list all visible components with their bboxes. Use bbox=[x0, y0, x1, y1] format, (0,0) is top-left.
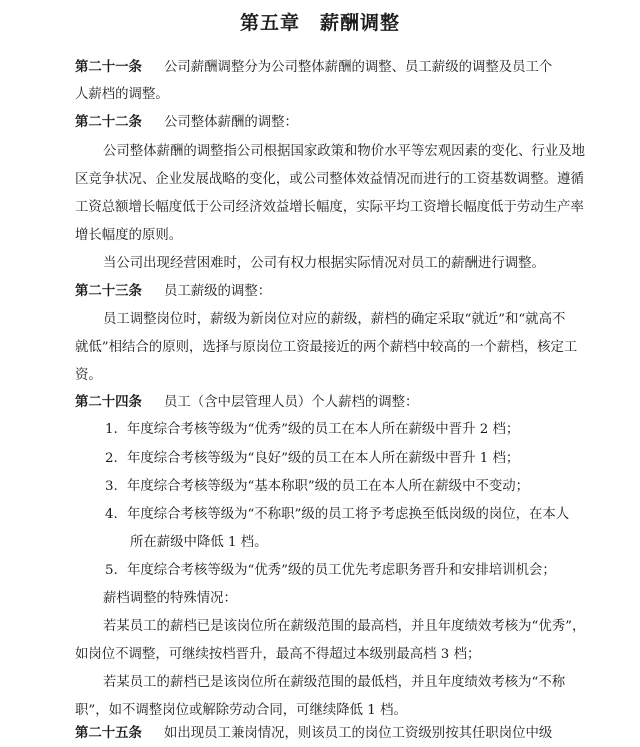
special-case-1-line-1: 若某员工的薪档已是该岗位所在薪级范围的最高档，并且年度绩效考核为“优秀”， bbox=[103, 619, 586, 634]
article-24-heading: 第二十四条 员工（含中层管理人员）个人薪档的调整： bbox=[75, 393, 575, 413]
special-case-2-line-2: 职”，如不调整岗位或解除劳动合同，可继续降低 1 档。 bbox=[75, 703, 407, 718]
list-item-1: 1. 年度综合考核等级为“优秀”级的员工在本人所在薪级中晋升 2 档； bbox=[105, 422, 520, 437]
article-22-para1-line-2: 区竞争状况、企业发展战略的变化，或公司整体效益情况而进行的工资基数调整。遵循 bbox=[75, 172, 584, 187]
list-item-4-cont: 所在薪级中降低 1 档。 bbox=[130, 535, 268, 550]
article-23-label: 第二十三条 bbox=[75, 284, 142, 299]
list-item-2: 2. 年度综合考核等级为“良好”级的员工在本人所在薪级中晋升 1 档； bbox=[105, 451, 520, 466]
article-22-para2: 当公司出现经营困难时，公司有权力根据实际情况对员工的薪酬进行调整。 bbox=[103, 256, 545, 271]
article-25-line-1: 第二十五条 如出现员工兼岗情况，则该员工的岗位工资级别按其任职岗位中级 bbox=[75, 724, 575, 744]
chapter-number: 第五章 bbox=[239, 12, 300, 34]
special-case-1-line-2: 如岗位不调整，可继续按档晋升，最高不得超过本级别最高档 3 档； bbox=[75, 647, 481, 662]
special-case-2-line-1: 若某员工的薪档已是该岗位所在薪级范围的最低档，并且年度绩效考核为“不称 bbox=[103, 675, 566, 690]
list-item-3: 3. 年度综合考核等级为“基本称职”级的员工在本人所在薪级中不变动； bbox=[105, 479, 530, 494]
list-item-4: 4. 年度综合考核等级为“不称职”级的员工将予考虑换至低岗级的岗位，在本人 bbox=[105, 507, 570, 522]
special-cases-heading: 薪档调整的特殊情况： bbox=[103, 591, 237, 606]
article-22-para1-line-3: 工资总额增长幅度低于公司经济效益增长幅度，实际平均工资增长幅度低于劳动生产率 bbox=[75, 200, 584, 215]
article-21-line-2: 人薪档的调整。 bbox=[75, 87, 169, 102]
article-23-heading: 第二十三条 员工薪级的调整： bbox=[75, 282, 575, 302]
article-25-label: 第二十五条 bbox=[75, 726, 142, 741]
chapter-title bbox=[0, 8, 640, 35]
list-item-5: 5. 年度综合考核等级为“优秀”级的员工优先考虑职务晋升和安排培训机会； bbox=[105, 563, 556, 578]
article-22-label: 第二十二条 bbox=[75, 115, 142, 130]
article-21-line-1: 第二十一条 公司薪酬调整分为公司整体薪酬的调整、员工薪级的调整及员工个 bbox=[75, 58, 575, 78]
chapter-name: 薪酬调整 bbox=[320, 12, 401, 34]
article-22-para1-line-4: 增长幅度的原则。 bbox=[75, 228, 183, 243]
article-23-para-line-3: 资。 bbox=[75, 368, 102, 383]
article-23-para-line-1: 员工调整岗位时，薪级为新岗位对应的薪级，薪档的确定采取“就近”和“就高不 bbox=[103, 312, 566, 327]
article-22-heading: 第二十二条 公司整体薪酬的调整： bbox=[75, 113, 575, 133]
article-23-para-line-2: 就低”相结合的原则，选择与原岗位工资最接近的两个薪档中较高的一个薪档，核定工 bbox=[75, 340, 578, 355]
article-24-label: 第二十四条 bbox=[75, 395, 142, 410]
article-22-para1-line-1: 公司整体薪酬的调整指公司根据国家政策和物价水平等宏观因素的变化、行业及地 bbox=[103, 144, 586, 159]
article-21-label: 第二十一条 bbox=[75, 60, 142, 75]
